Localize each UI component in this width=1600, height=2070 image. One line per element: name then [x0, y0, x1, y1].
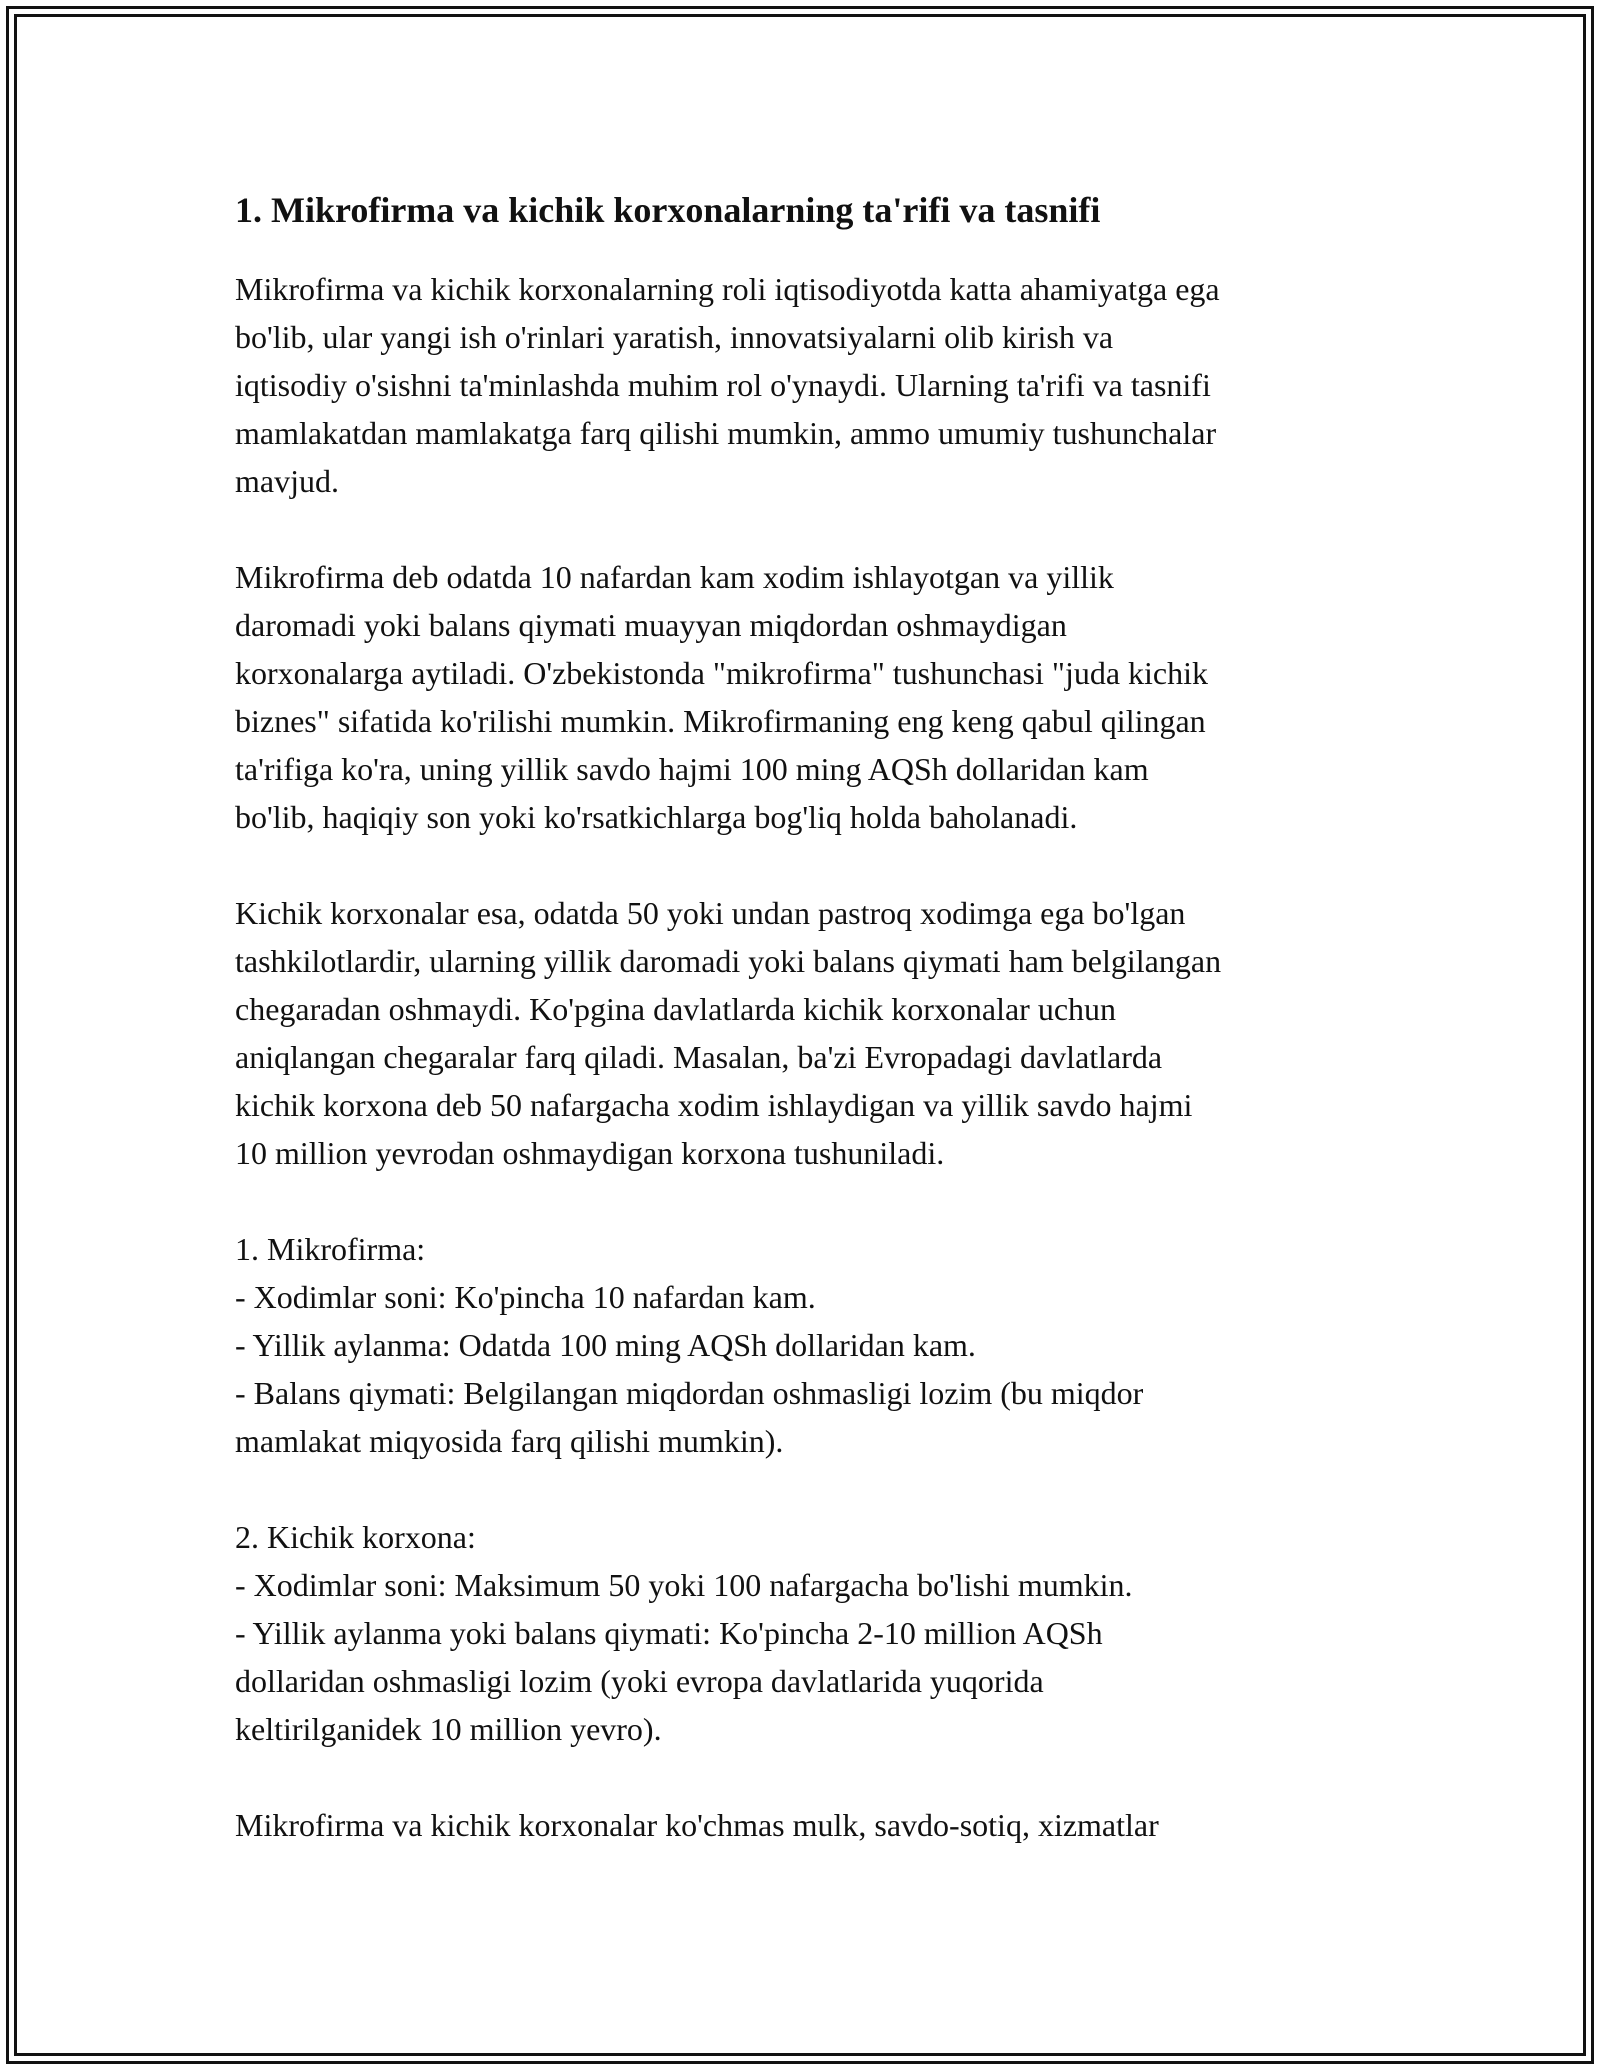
section-title: 1. Mikrofirma va kichik korxonalarning ta'rifi va tasnifi — [235, 190, 1101, 230]
paragraph-microfirm-definition: Mikrofirma deb odatda 10 nafardan kam xodim ishlayotgan va yillik daromadi yoki balans qiymati muayyan miqdordan oshmaydigan korxonalarga aytiladi. O'zbekistonda "mikrofirma" tushunchasi "juda kichik biznes" sifatida ko'rilishi mumkin. Mikrofirmaning eng keng qabul qilingan ta'rifiga ko'ra, uning yillik savdo hajmi 100 ming AQSh dollaridan kam bo'lib, haqiqiy son yoki ko'rsatkichlarga bog'liq holda baholanadi. — [235, 558, 1209, 835]
paragraph-intro: Mikrofirma va kichik korxonalarning roli iqtisodiyotda katta ahamiyatga ega bo'lib, ular yangi ish o'rinlari yaratish, innovatsiyalarni olib kirish va iqtisodiy o'sishni ta'minlashda muhim rol o'ynaydi. Ularning ta'rifi va tasnifi mamlakatdan mamlakatga farq qilishi mumkin, ammo umumiy tushunchalar mavjud. — [235, 270, 1220, 499]
list-microfirm-criteria: 1. Mikrofirma: - Xodimlar soni: Ko'pincha 10 nafardan kam. - Yillik aylanma: Odatda 100 ming AQSh dollaridan kam. - Balans qiymati: Belgilangan miqdordan oshmasligi lozim (bu miqdor mamlakat miqyosida farq qilishi mumkin). — [235, 1230, 1144, 1459]
document-body — [235, 186, 1375, 1897]
list-small-enterprise-criteria: 2. Kichik korxona: - Xodimlar soni: Maksimum 50 yoki 100 nafargacha bo'lishi mumkin. - Yillik aylanma yoki balans qiymati: Ko'pincha 2-10 million AQSh dollaridan oshmasligi lozim (yoki evropa davlatlarida yuqorida keltirilganidek 10 million yevro). — [235, 1518, 1133, 1747]
paragraph-small-enterprise-definition: Kichik korxonalar esa, odatda 50 yoki undan pastroq xodimga ega bo'lgan tashkilotlardir, ularning yillik daromadi yoki balans qiymati ham belgilangan chegaradan oshmaydi. Ko'pgina davlatlarda kichik korxonalar uchun aniqlangan chegaralar farq qiladi. Masalan, ba'zi Evropadagi davlatlarda kichik korxona deb 50 nafargacha xodim ishlaydigan va yillik savdo hajmi 10 million yevrodan oshmaydigan korxona tushuniladi. — [235, 894, 1222, 1171]
paragraph-sectors: Mikrofirma va kichik korxonalar ko'chmas mulk, savdo-sotiq, xizmatlar — [235, 1806, 1159, 1843]
